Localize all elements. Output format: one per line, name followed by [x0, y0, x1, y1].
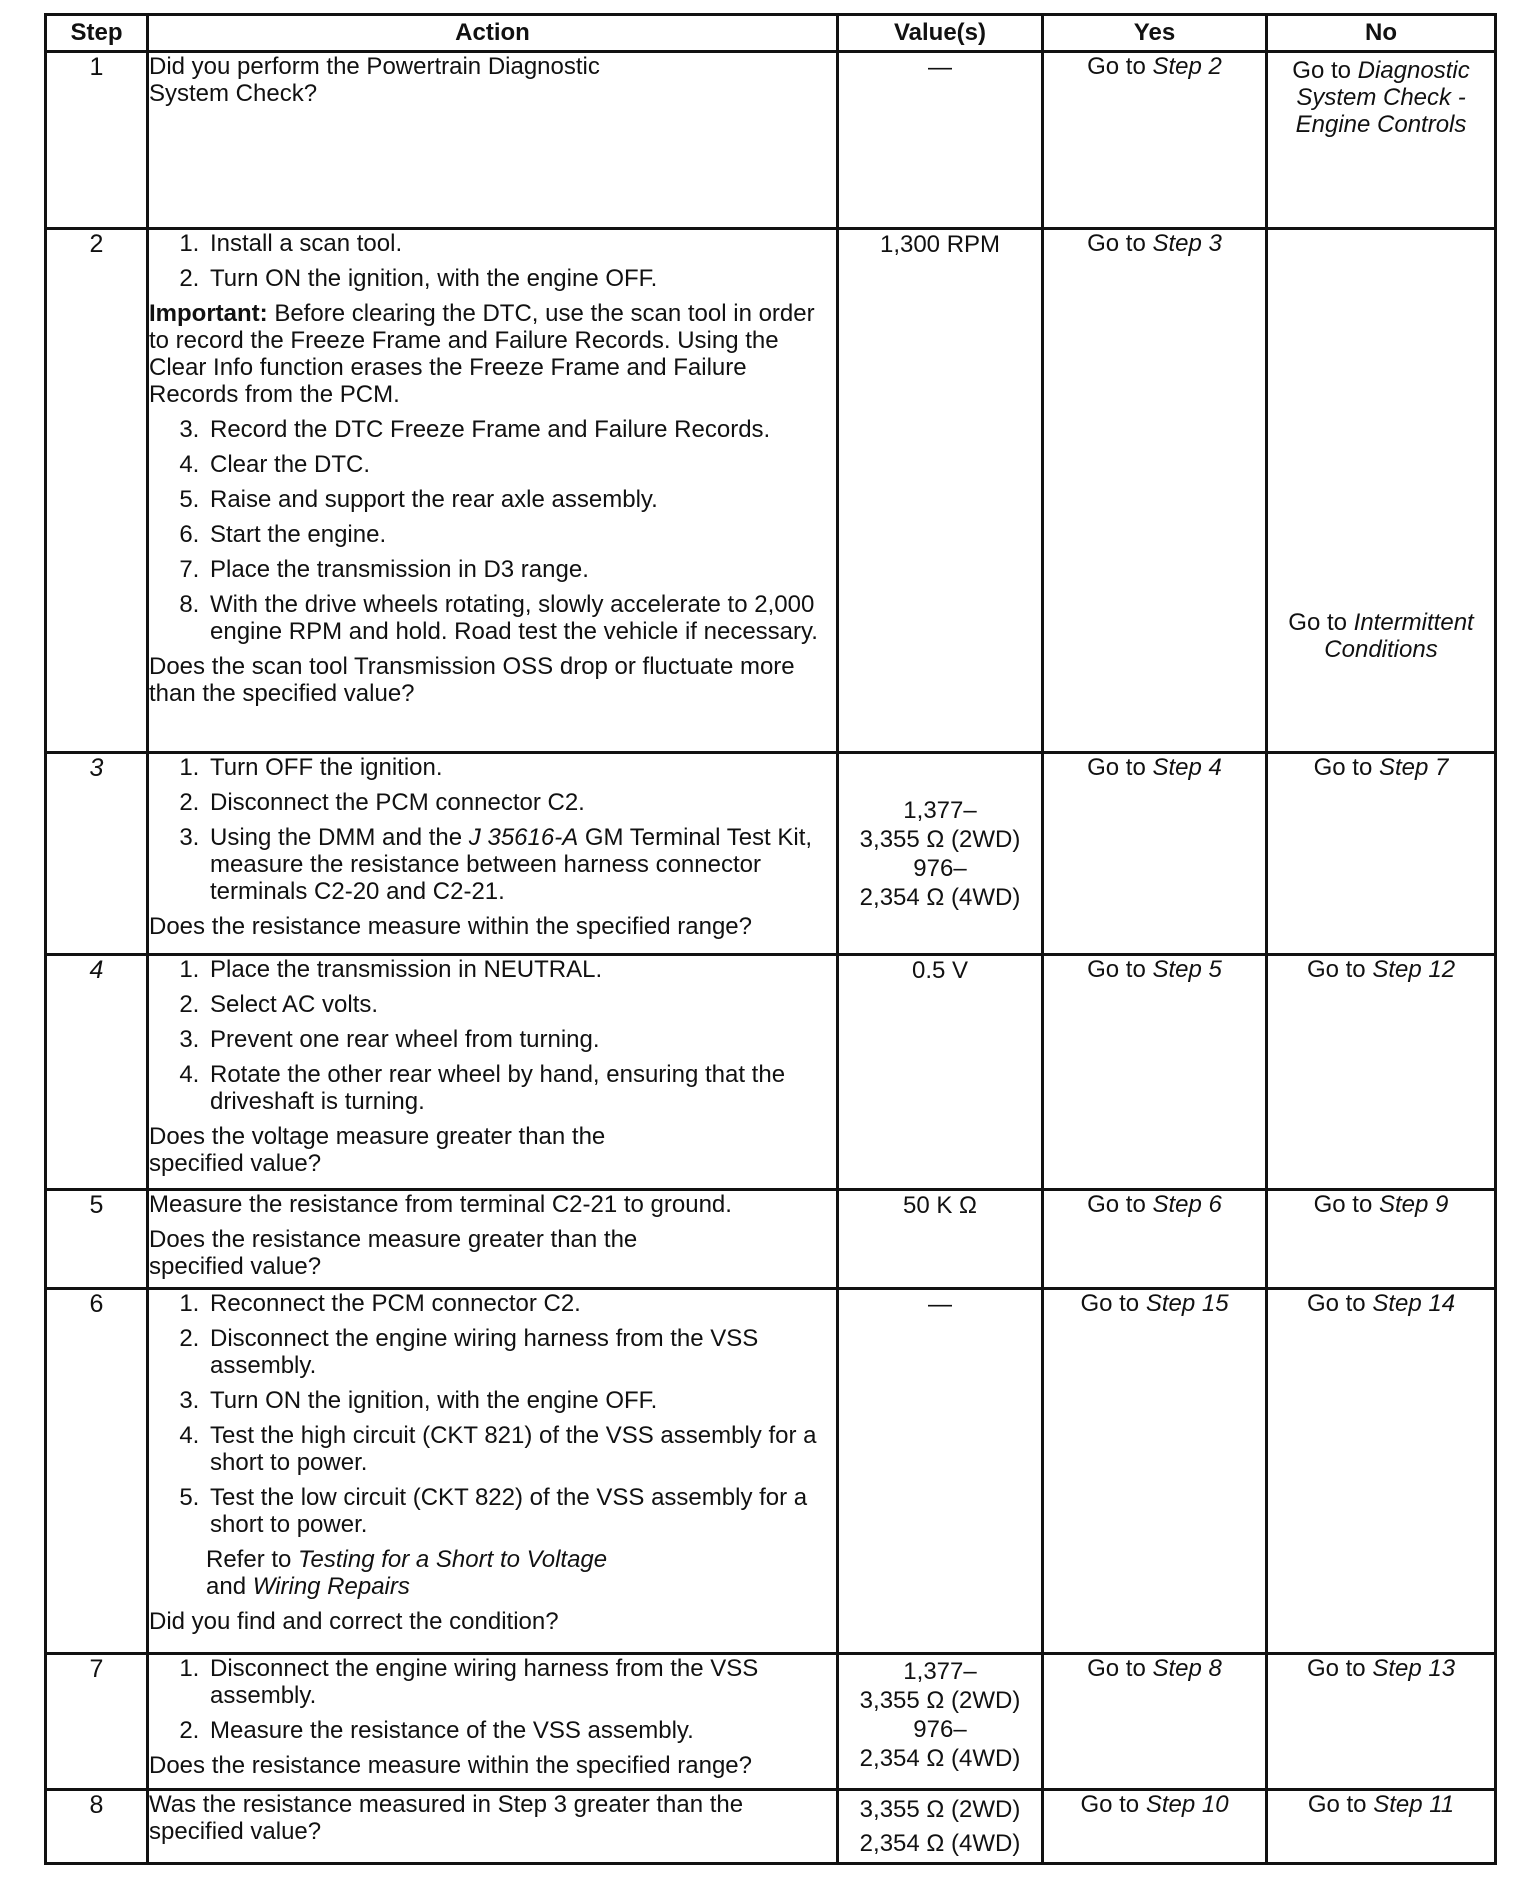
yes-prefix: Go to: [1080, 1290, 1140, 1317]
header-row: [46, 15, 1496, 52]
value-cell: [838, 1654, 1043, 1790]
header-step: Step: [46, 15, 148, 52]
no-cell: [1267, 955, 1496, 1190]
value-cell: [838, 1790, 1043, 1864]
value-cell: 50 K Ω: [838, 1190, 1043, 1289]
no-prefix: Go to: [1313, 754, 1373, 781]
ref-link-wiring-repairs[interactable]: Wiring Repairs: [252, 1573, 410, 1600]
action-cell: [148, 229, 838, 753]
list-item: 1. Place the transmission in NEUTRAL.: [206, 956, 836, 983]
yes-prefix: Go to: [1087, 1655, 1146, 1682]
list-item: 5. Test the low circuit (CKT 822) of the VSS assembly for a short to power.: [206, 1484, 836, 1538]
reference-note: [206, 1546, 836, 1600]
table-row: [46, 1654, 1496, 1790]
yes-link-step-5[interactable]: Step 5: [1152, 956, 1222, 983]
table-row: [46, 1190, 1496, 1289]
step-number: 2: [46, 229, 148, 753]
no-cell: [1267, 1190, 1496, 1289]
action-cell: [148, 955, 838, 1190]
list-item: 8. With the drive wheels rotating, slowly accelerate to 2,000 engine RPM and hold. Road test the vehicle if necessary.: [206, 591, 836, 645]
value-cell: 1,300 RPM: [838, 229, 1043, 753]
table-row: [46, 753, 1496, 955]
table-row: [46, 52, 1496, 229]
yes-link-step-2[interactable]: Step 2: [1152, 53, 1222, 80]
ref-text: and: [206, 1573, 247, 1600]
important-note: [149, 300, 836, 408]
step-number: 5: [46, 1190, 148, 1289]
item-text: GM Terminal Test Kit, measure the resistance between harness connector terminals C2-20 and C2-21.: [210, 824, 813, 905]
no-prefix: Go to: [1306, 956, 1366, 983]
action-cell: [148, 1654, 838, 1790]
tool-reference: J 35616-A: [468, 824, 579, 851]
header-no: No: [1267, 15, 1496, 52]
value-line: 1,377–: [903, 1658, 977, 1685]
no-link-step-11[interactable]: Step 11: [1373, 1791, 1455, 1818]
action-list-a: [149, 230, 836, 292]
action-question: Does the resistance measure greater than the specified value?: [149, 1226, 638, 1280]
action-list: [149, 1290, 836, 1538]
value-line: 3,355 Ω (2WD): [859, 1687, 1021, 1714]
no-link-step-14[interactable]: Step 14: [1372, 1290, 1456, 1317]
yes-prefix: Go to: [1087, 1191, 1146, 1218]
yes-link-step-10[interactable]: Step 10: [1145, 1791, 1229, 1818]
no-cell: [1267, 1790, 1496, 1864]
action-cell: [148, 1190, 838, 1289]
yes-prefix: Go to: [1087, 754, 1146, 781]
value-line: 976–: [913, 1716, 967, 1743]
list-item: 3. Prevent one rear wheel from turning.: [206, 1026, 836, 1053]
header-yes: Yes: [1043, 15, 1267, 52]
action-question: Does the voltage measure greater than the specified value?: [149, 1123, 606, 1177]
action-cell: [148, 753, 838, 955]
action-question: Was the resistance measured in Step 3 greater than the specified value?: [149, 1791, 744, 1845]
list-item: 5. Raise and support the rear axle assembly.: [206, 486, 836, 513]
table-row: [46, 955, 1496, 1190]
important-text: Before clearing the DTC, use the scan tool in order to record the Freeze Frame and Failure Records. Using the Clear Info function erases the Freeze Frame and Failure Records from the PCM.: [149, 300, 815, 408]
list-item: 3. Turn ON the ignition, with the engine OFF.: [206, 1387, 836, 1414]
list-item: 2. Turn ON the ignition, with the engine OFF.: [206, 265, 836, 292]
step-number: 3: [46, 753, 148, 955]
yes-prefix: Go to: [1080, 1791, 1140, 1818]
action-cell: [148, 1289, 838, 1654]
no-cell: [1267, 753, 1496, 955]
list-item: 4. Rotate the other rear wheel by hand, ensuring that the driveshaft is turning.: [206, 1061, 836, 1115]
action-cell: [148, 52, 838, 229]
yes-prefix: Go to: [1087, 956, 1146, 983]
diagnostic-table: [44, 13, 1497, 1865]
table-row: [46, 1289, 1496, 1654]
yes-link-step-8[interactable]: Step 8: [1152, 1655, 1222, 1682]
no-prefix: Go to: [1313, 1191, 1373, 1218]
action-list: [149, 956, 836, 1115]
no-prefix: Go to: [1292, 57, 1351, 84]
important-label: Important:: [149, 300, 268, 327]
no-link-intermittent-conditions[interactable]: Intermittent Conditions: [1324, 609, 1474, 663]
value-line: 2,354 Ω (4WD): [859, 884, 1021, 911]
action-question: Does the scan tool Transmission OSS drop or fluctuate more than the specified value?: [149, 653, 795, 707]
no-prefix: Go to: [1288, 609, 1347, 636]
no-link-step-7[interactable]: Step 7: [1378, 754, 1449, 781]
yes-link-step-3[interactable]: Step 3: [1152, 230, 1222, 257]
table-row: [46, 1790, 1496, 1864]
step-number: 7: [46, 1654, 148, 1790]
value-cell: [838, 753, 1043, 955]
list-item: 2. Measure the resistance of the VSS assembly.: [206, 1717, 836, 1744]
list-item: 1. Disconnect the engine wiring harness from the VSS assembly.: [206, 1655, 836, 1709]
action-question: Does the resistance measure within the specified range?: [149, 913, 752, 940]
no-prefix: Go to: [1307, 1791, 1367, 1818]
step-number: 8: [46, 1790, 148, 1864]
list-item: 7. Place the transmission in D3 range.: [206, 556, 836, 583]
action-list: [149, 1655, 836, 1744]
action-question: Does the resistance measure within the specified range?: [149, 1752, 752, 1779]
yes-cell: [1043, 1190, 1267, 1289]
action-question: Did you perform the Powertrain Diagnostic System Check?: [149, 53, 600, 107]
list-item: 2. Disconnect the PCM connector C2.: [206, 789, 836, 816]
step-number: 4: [46, 955, 148, 1190]
no-cell: [1267, 229, 1496, 753]
action-step: Measure the resistance from terminal C2-21 to ground.: [149, 1191, 732, 1218]
value-cell: —: [838, 52, 1043, 229]
list-item: [206, 824, 836, 905]
action-list-b: [149, 416, 836, 645]
value-line: 3,355 Ω (2WD): [859, 1796, 1021, 1823]
list-item: 2. Select AC volts.: [206, 991, 836, 1018]
ref-link-testing-short-to-voltage[interactable]: Testing for a Short to Voltage: [298, 1546, 608, 1573]
value-cell: 0.5 V: [838, 955, 1043, 1190]
no-link-step-9[interactable]: Step 9: [1378, 1191, 1449, 1218]
action-list: [149, 754, 836, 905]
value-line: 3,355 Ω (2WD): [859, 826, 1021, 853]
list-item: 1. Install a scan tool.: [206, 230, 836, 257]
ref-text: Refer to: [206, 1546, 292, 1573]
list-item: 4. Test the high circuit (CKT 821) of the VSS assembly for a short to power.: [206, 1422, 836, 1476]
value-line: 2,354 Ω (4WD): [859, 1830, 1021, 1857]
table-row: [46, 229, 1496, 753]
yes-prefix: Go to: [1087, 53, 1146, 80]
item-text: Using the DMM and the: [210, 824, 463, 851]
step-number: 1: [46, 52, 148, 229]
yes-cell: [1043, 52, 1267, 229]
list-item: 2. Disconnect the engine wiring harness from the VSS assembly.: [206, 1325, 836, 1379]
list-item: 1. Turn OFF the ignition.: [206, 754, 836, 781]
yes-cell: [1043, 1790, 1267, 1864]
yes-cell: [1043, 1654, 1267, 1790]
list-item: 3. Record the DTC Freeze Frame and Failure Records.: [206, 416, 836, 443]
no-link-diagnostic-system-check[interactable]: Diagnostic System Check - Engine Controls: [1295, 57, 1470, 138]
header-values: Value(s): [838, 15, 1043, 52]
header-action: Action: [148, 15, 838, 52]
list-item: 6. Start the engine.: [206, 521, 836, 548]
no-link-step-12[interactable]: Step 12: [1372, 956, 1456, 983]
no-cell: [1267, 1289, 1496, 1654]
value-line: 1,377–: [903, 797, 977, 824]
no-prefix: Go to: [1306, 1290, 1366, 1317]
list-item: 4. Clear the DTC.: [206, 451, 836, 478]
list-item: 1. Reconnect the PCM connector C2.: [206, 1290, 836, 1317]
yes-link-step-4[interactable]: Step 4: [1152, 754, 1222, 781]
value-line: 976–: [913, 855, 967, 882]
yes-cell: [1043, 753, 1267, 955]
step-number: 6: [46, 1289, 148, 1654]
no-link-step-13[interactable]: Step 13: [1372, 1655, 1456, 1682]
yes-link-step-15[interactable]: Step 15: [1145, 1290, 1229, 1317]
yes-link-step-6[interactable]: Step 6: [1152, 1191, 1222, 1218]
action-question: Did you find and correct the condition?: [149, 1608, 559, 1635]
value-cell: —: [838, 1289, 1043, 1654]
yes-cell: [1043, 1289, 1267, 1654]
yes-cell: [1043, 955, 1267, 1190]
yes-cell: [1043, 229, 1267, 753]
no-cell: [1267, 1654, 1496, 1790]
yes-prefix: Go to: [1087, 230, 1146, 257]
no-cell: [1267, 52, 1496, 229]
no-prefix: Go to: [1306, 1655, 1366, 1682]
action-cell: [148, 1790, 838, 1864]
value-line: 2,354 Ω (4WD): [859, 1745, 1021, 1772]
